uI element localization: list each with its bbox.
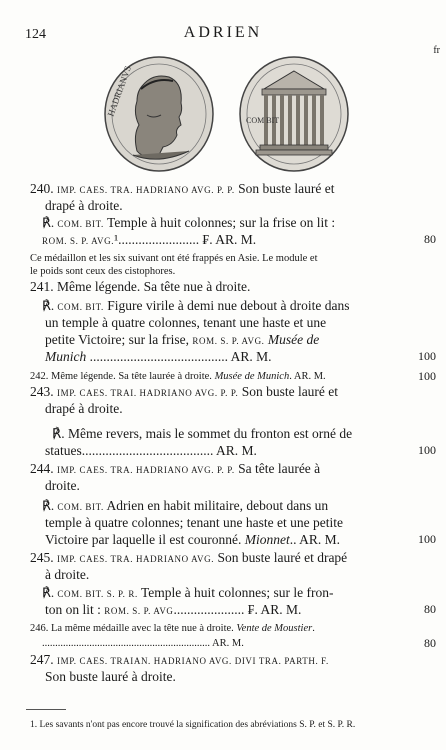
coin-illustrations — [0, 55, 446, 175]
text-run: 244. — [30, 461, 57, 476]
text-run: Temple à huit colonnes; sur le fron- — [137, 585, 334, 600]
line-text — [45, 601, 301, 620]
line-text — [45, 531, 340, 548]
line-text — [45, 566, 89, 583]
coin-legend: COM. BIT. — [57, 302, 104, 312]
line-text — [45, 477, 80, 494]
text-run: Sa tête laurée à — [234, 461, 321, 476]
text-run: un temple à quatre colonnes, tenant une haste et une — [45, 315, 327, 330]
text-run: ℟. Même revers, mais le sommet du fronton est orné de — [52, 426, 353, 441]
coin-obverse-image — [103, 55, 215, 173]
coin-legend: IMP. CAES. TRA. HADRIANO AVG. P. P. — [57, 185, 235, 195]
text-run: 247. — [30, 652, 57, 667]
corner-mark: fr — [433, 45, 440, 56]
price-value: 100 — [418, 349, 436, 363]
line-text — [42, 635, 244, 652]
line-text — [45, 514, 343, 531]
line-text — [42, 231, 256, 250]
price-value: 100 — [418, 532, 436, 546]
text-run: Victoire par laquelle il est couronné. — [45, 532, 245, 547]
text-run: Son buste lauré à droite. — [45, 669, 176, 684]
price-value: 80 — [424, 232, 436, 246]
text-run: Adrien en habit militaire, debout dans un — [103, 498, 329, 513]
text-run: ......................................... AR. M. — [86, 349, 272, 364]
text-run: Vente de Moustier — [236, 623, 313, 634]
coin-legend: ROM. S. P. AVG — [104, 606, 174, 616]
line-text — [45, 197, 123, 214]
running-title: ADRIEN — [183, 24, 263, 41]
text-run: Son buste lauré et — [234, 181, 335, 196]
text-run: ¹........................ ₣. AR. M. — [114, 232, 257, 247]
text-run: droite. — [45, 478, 80, 493]
text-run: Son buste lauré et drapé — [214, 550, 348, 565]
text-run: ℟. — [42, 298, 58, 313]
line-text — [45, 668, 176, 685]
price-value: 100 — [418, 443, 436, 457]
coin-legend: COM. BIT. — [57, 502, 104, 512]
text-run: 245. — [30, 550, 57, 565]
line-text — [45, 314, 326, 331]
price-value: 80 — [424, 636, 436, 650]
coin-legend: COM. BIT. S. P. R. — [57, 589, 138, 599]
text-run: 240. — [30, 181, 57, 196]
text-run: Munich — [45, 349, 87, 364]
text-run: petite Victoire; sur la frise, — [45, 332, 193, 347]
footnote-rule — [26, 709, 66, 710]
text-run: . AR. M. — [289, 371, 326, 382]
line-text — [45, 400, 123, 417]
text-run: drapé à droite. — [45, 401, 123, 416]
price-value: 80 — [424, 602, 436, 616]
coin-legend: IMP. CAES. TRA. HADRIANO AVG. — [57, 554, 215, 564]
text-run: 246. La même médaille avec la tête nue à droite. — [30, 623, 237, 634]
coin-legend: IMP. CAES. TRAI. HADRIANO AVG. P. P. — [57, 388, 239, 398]
footnote: 1. Les savants n'ont pas encore trouvé la signification des abréviations S. P. et S. P. R. — [30, 720, 356, 730]
coin-legend: COM. BIT. — [57, 219, 104, 229]
text-run: . — [312, 623, 315, 634]
coin-legend: ROM. S. P. AVG. — [42, 236, 115, 246]
coin-reverse-image — [238, 55, 350, 173]
coin-legend: IMP. CAES. TRA. HADRIANO AVG. P. P. — [57, 465, 235, 475]
text-run: ................................................................ AR. M. — [42, 638, 244, 649]
coin-legend: IMP. CAES. TRAIAN. HADRIANO AVG. DIVI TRA. PARTH. F. — [57, 656, 329, 666]
reverse-legend: COM BIT — [246, 116, 280, 125]
text-run: le poids sont ceux des cistophores. — [30, 266, 176, 277]
text-run: à droite. — [45, 567, 90, 582]
coin-legend: ROM. S. P. AVG. — [192, 336, 265, 346]
line-text — [45, 442, 257, 459]
text-run: Son buste lauré et — [238, 384, 339, 399]
text-run: ℟. — [42, 498, 58, 513]
text-run: ..................... ₣. AR. M. — [173, 602, 302, 617]
line-text — [52, 425, 352, 442]
text-run: 241. Même légende. Sa tête nue à droite. — [30, 279, 251, 294]
text-run: .. AR. M. — [289, 532, 341, 547]
text-run: 243. — [30, 384, 57, 399]
text-run: 242. Même légende. Sa tête laurée à droite. — [30, 371, 215, 382]
text-run: Figure virile à demi nue debout à droite dans — [103, 298, 350, 313]
line-text — [30, 278, 250, 295]
line-text — [45, 348, 272, 365]
text-run: Musée de Munich — [214, 371, 290, 382]
text-run: ton on lit : — [45, 602, 105, 617]
text-run: ℟. — [42, 585, 58, 600]
page-number: 124 — [25, 27, 46, 42]
price-value: 100 — [418, 369, 436, 383]
text-run: temple à quatre colonnes; tenant une haste et une petite — [45, 515, 344, 530]
text-run: drapé à droite. — [45, 198, 123, 213]
text-run: Temple à huit colonnes; sur la frise on lit : — [103, 215, 336, 230]
text-run: statues....................................... AR. M. — [45, 443, 257, 458]
text-run: Musée de — [264, 332, 320, 347]
text-run: Ce médaillon et les six suivant ont été frappés en Asie. Le module et — [30, 253, 318, 264]
text-run: ℟. — [42, 215, 58, 230]
text-run: Mionnet — [244, 532, 290, 547]
page-header — [0, 24, 446, 56]
obverse-legend: HADRIANVS — [105, 64, 134, 118]
